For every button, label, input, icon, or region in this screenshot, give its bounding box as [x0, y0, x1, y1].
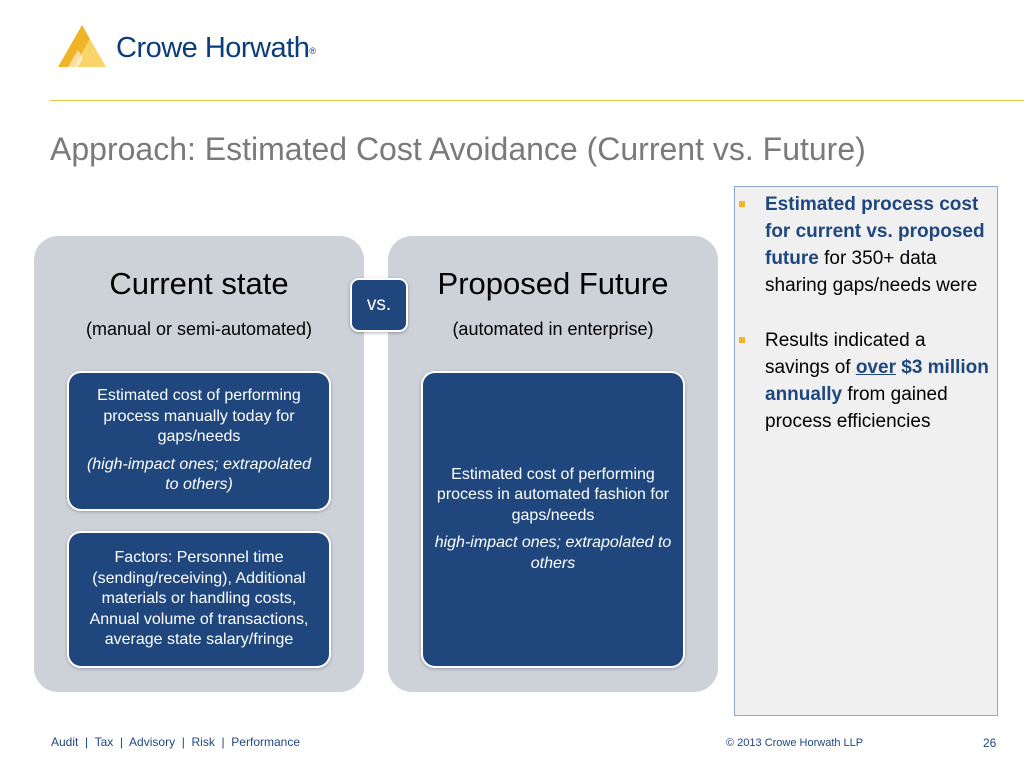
- current-state-title: Current state: [109, 266, 289, 301]
- logo-wordmark: Crowe Horwath®: [116, 32, 316, 64]
- current-state-subtitle: (manual or semi-automated): [85, 319, 313, 339]
- bullet-2-amount: $3 million annually: [765, 357, 989, 405]
- bullet-square-icon: [739, 201, 745, 207]
- page-number: 26: [983, 736, 997, 750]
- bullet-square-icon: [739, 337, 745, 343]
- footer-copyright: © 2013 Crowe Horwath LLP: [726, 737, 864, 749]
- summary-bullets-box: [734, 186, 998, 716]
- bullet-1-emphasis: Estimated process cost for current vs. proposed future: [765, 194, 985, 269]
- bullet-2-text: from gained process efficiencies: [765, 384, 948, 432]
- future-cost-text: Estimated cost of performing process in automated fashion for gaps/needs: [436, 465, 670, 524]
- vs-badge: vs.: [350, 278, 408, 332]
- bullet-2-lead: Results indicated a savings of: [765, 330, 926, 378]
- bullet-2-over: over: [855, 357, 896, 378]
- future-cost-note: high-impact ones; extrapolated to others: [434, 534, 672, 572]
- footer-services: Audit | Tax | Advisory | Risk | Performance: [51, 735, 300, 749]
- slide-title: Approach: Estimated Cost Avoidance (Current vs. Future): [50, 131, 866, 167]
- bullet-item-estimate: [735, 191, 991, 299]
- factors-text: Factors: Personnel time (sending/receiving), Additional materials or handling costs, Annual volume of transactions, average state salary/fringe: [89, 549, 309, 649]
- current-cost-text: Estimated cost of performing process manually today for gaps/needs: [97, 387, 301, 446]
- crowe-logo-icon: [56, 23, 108, 71]
- proposed-future-title: Proposed Future: [437, 266, 669, 301]
- company-logo: [56, 22, 316, 72]
- bullet-item-results: [735, 327, 991, 435]
- current-cost-note: (high-impact ones; extrapolated to others): [86, 455, 312, 494]
- proposed-future-subtitle: (automated in enterprise): [452, 319, 654, 339]
- future-cost-card: [421, 371, 685, 668]
- current-cost-card: [67, 371, 331, 511]
- bullet-1-text: for 350+ data sharing gaps/needs were: [765, 248, 978, 296]
- factors-card: [67, 531, 331, 668]
- header-divider: [50, 100, 1024, 101]
